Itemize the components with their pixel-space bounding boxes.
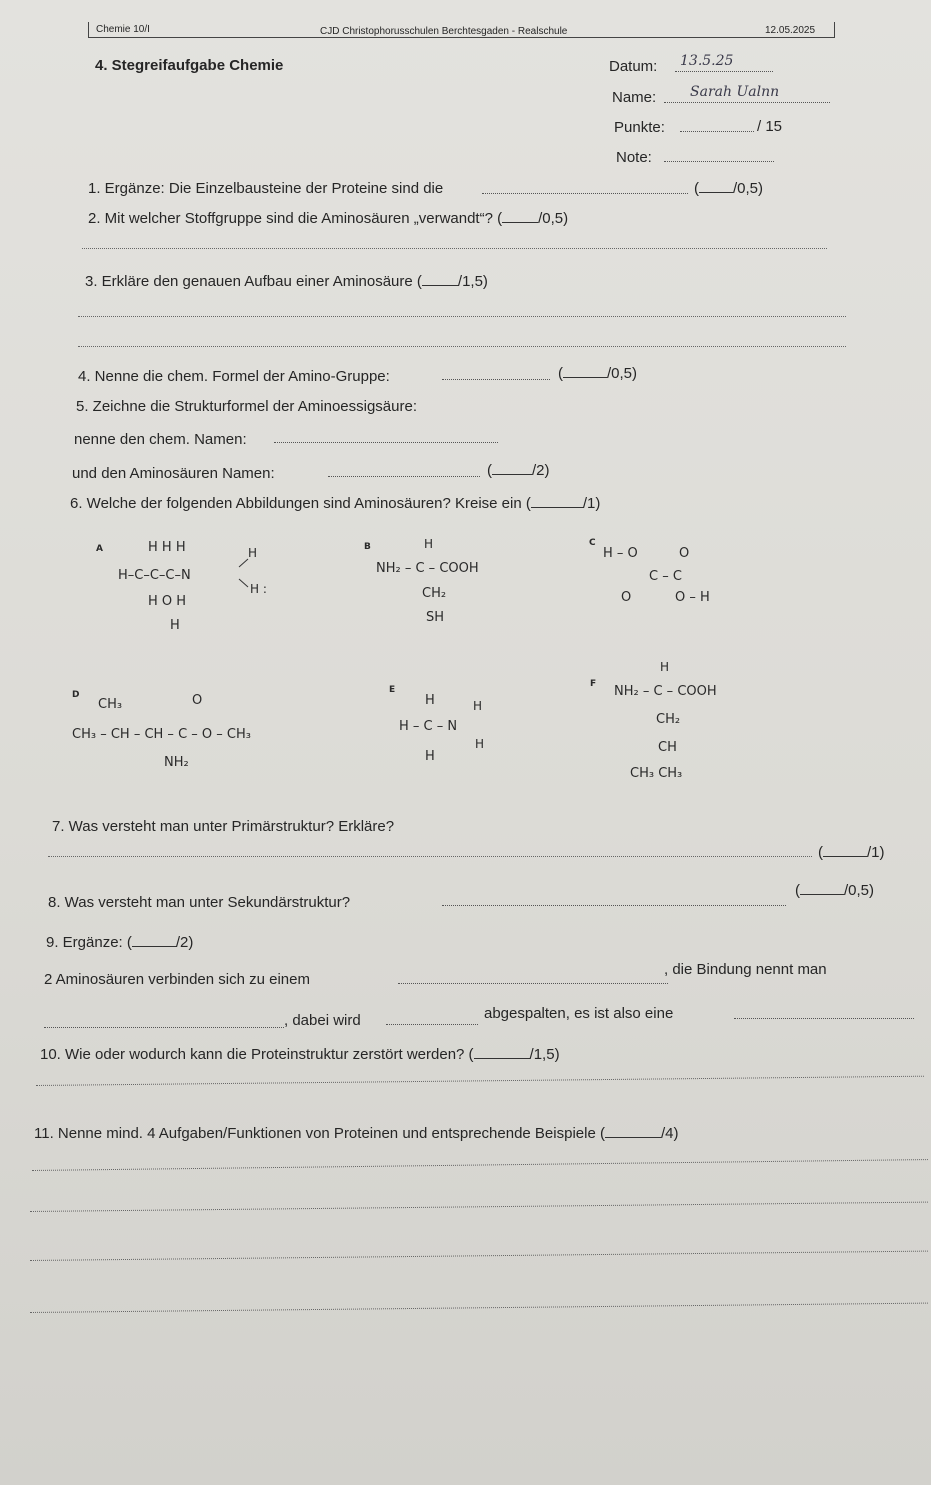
structure-b-ch2: CH₂ [422, 586, 447, 601]
points-1-blank [699, 192, 733, 193]
question-6 [70, 495, 600, 512]
structure-f-ends: CH₃ CH₃ [630, 766, 683, 781]
points-4-value: /0,5) [607, 365, 638, 382]
structure-d-main: CH₃ – CH – CH – C – O – CH₃ [72, 727, 251, 742]
structure-a-label: A [96, 544, 103, 554]
answer-line-3b[interactable] [78, 346, 846, 347]
structure-b-main: NH₂ – C – COOH [376, 561, 479, 576]
structure-f-top: H [660, 660, 670, 674]
structure-b-top: H [424, 537, 434, 551]
answer-line-3a[interactable] [78, 316, 846, 317]
structure-a-atom-h: H [170, 618, 180, 633]
answer-line-7[interactable] [48, 856, 812, 857]
answer-line-2[interactable] [82, 248, 827, 249]
structure-a-bond-2 [239, 579, 248, 587]
points-5-value: /2) [532, 462, 550, 479]
question-9-line-1b: , die Bindung nennt man [664, 961, 827, 978]
answer-line-11b[interactable] [30, 1202, 928, 1212]
points-9-blank [132, 946, 176, 947]
structure-c-label: C [589, 538, 596, 548]
datum-field[interactable] [675, 71, 773, 72]
points-8 [795, 882, 874, 899]
points-3-value: /1,5) [457, 273, 488, 290]
question-8: 8. Was versteht man unter Sekundärstruktur? [48, 894, 351, 911]
question-9-line-1a: 2 Aminosäuren verbinden sich zu einem [44, 971, 310, 988]
points-3-blank [422, 285, 458, 286]
structure-b-sh: SH [426, 610, 445, 625]
structure-e-atom-top: H [425, 693, 435, 708]
points-6-value: /1) [582, 495, 601, 512]
points-10-value: /1,5) [529, 1046, 560, 1063]
points-4 [558, 365, 637, 382]
points-8-blank [800, 894, 844, 895]
structure-c-carbons: C – C [649, 569, 682, 584]
question-6-text: 6. Welche der folgenden Abbildungen sind Aminosäuren? Kreise ein ( [70, 495, 531, 512]
points-5-blank [492, 474, 532, 475]
points-4-open: ( [558, 365, 563, 382]
note-field[interactable] [664, 161, 774, 162]
header-school: CJD Christophorusschulen Berchtesgaden - Realschule [320, 26, 568, 37]
points-1-value: /0,5) [733, 180, 764, 197]
question-9-line-2b: abgespalten, es ist also eine [484, 1005, 674, 1022]
answer-line-8[interactable] [442, 905, 786, 906]
answer-line-9a[interactable] [398, 983, 668, 984]
question-9-line-2a: , dabei wird [284, 1012, 361, 1029]
structure-e[interactable] [385, 680, 505, 770]
points-2-blank [502, 222, 538, 223]
structure-c-oxygen-bottom: O [621, 590, 632, 605]
structure-c[interactable] [585, 535, 755, 610]
name-value: Sarah Ualnn [690, 84, 780, 100]
structure-a-atoms-top: H H H [148, 540, 186, 555]
points-8-value: /0,5) [844, 882, 875, 899]
structure-e-label: E [389, 685, 396, 695]
points-9-value: /2) [175, 934, 194, 951]
structure-c-oxygen-top: O [679, 546, 690, 561]
points-7-open: ( [818, 844, 823, 861]
question-11 [34, 1125, 678, 1142]
structure-b-label: B [364, 542, 371, 552]
question-5b: und den Aminosäuren Namen: [72, 465, 275, 482]
answer-line-1[interactable] [482, 193, 688, 194]
question-2 [88, 210, 568, 227]
structure-b[interactable] [360, 535, 530, 630]
question-5: 5. Zeichne die Strukturformel der Aminoessigsäure: [76, 398, 417, 415]
points-7-blank [823, 856, 867, 857]
punkte-label: Punkte: [614, 119, 665, 136]
answer-line-5a[interactable] [274, 442, 498, 443]
points-8-open: ( [795, 882, 800, 899]
points-11-blank [605, 1137, 661, 1138]
structure-c-hydroxyl-top: H – O [603, 546, 638, 561]
structure-f-ch: CH [658, 740, 677, 755]
question-2-text: 2. Mit welcher Stoffgruppe sind die Aminosäuren „verwandt“? ( [88, 210, 503, 227]
answer-line-4[interactable] [442, 379, 550, 380]
structure-a-atom-h2: H [248, 546, 258, 560]
structure-a-bond-1 [239, 559, 248, 567]
header-rule [88, 37, 834, 38]
header-class: Chemie 10/I [96, 24, 150, 35]
points-7 [818, 844, 885, 861]
structure-f[interactable] [586, 655, 766, 785]
page-title: 4. Stegreifaufgabe Chemie [95, 57, 284, 74]
points-1 [694, 180, 763, 197]
question-3-text: 3. Erkläre den genauen Aufbau einer Aminosäure ( [85, 273, 422, 290]
points-2-value: /0,5) [538, 210, 569, 227]
structure-a-atom-h3: H : [250, 582, 267, 596]
answer-line-11a[interactable] [32, 1159, 928, 1171]
points-6-blank [531, 507, 583, 508]
answer-line-10[interactable] [36, 1076, 924, 1086]
points-7-value: /1) [867, 844, 885, 861]
datum-label: Datum: [609, 58, 658, 75]
points-4-blank [563, 377, 607, 378]
structure-a[interactable] [92, 535, 302, 635]
question-9-text: 9. Ergänze: ( [46, 934, 132, 951]
question-4: 4. Nenne die chem. Formel der Amino-Gruppe: [78, 368, 390, 385]
question-10-text: 10. Wie oder wodurch kann die Proteinstruktur zerstört werden? ( [40, 1046, 474, 1063]
points-10-blank [474, 1058, 530, 1059]
answer-line-9d[interactable] [734, 1018, 914, 1019]
structure-f-main: NH₂ – C – COOH [614, 684, 717, 699]
structure-d-label: D [72, 690, 80, 700]
structure-e-atom-h2: H [475, 737, 485, 751]
datum-value: 13.5.25 [680, 53, 734, 69]
points-5-open: ( [487, 462, 492, 479]
name-field[interactable] [664, 102, 830, 103]
structure-d[interactable] [68, 680, 318, 775]
structure-e-atom-bottom: H [425, 749, 435, 764]
structure-c-hydroxyl-bottom: O – H [675, 590, 710, 605]
structure-f-ch2: CH₂ [656, 712, 681, 727]
header-right-border [834, 22, 835, 38]
question-11-text: 11. Nenne mind. 4 Aufgaben/Funktionen von Proteinen und entsprechende Beispiele ( [34, 1125, 605, 1142]
punkte-total: / 15 [757, 118, 783, 135]
points-5 [487, 462, 550, 479]
structure-d-ch3: CH₃ [98, 697, 123, 712]
answer-line-9b[interactable] [44, 1027, 284, 1028]
points-11-value: /4) [660, 1125, 679, 1142]
note-label: Note: [616, 149, 652, 166]
structure-e-atom-h1: H [473, 699, 483, 713]
structure-d-oxygen: O [192, 693, 203, 708]
name-label: Name: [612, 89, 657, 106]
structure-d-nh2: NH₂ [164, 755, 189, 770]
structure-a-atoms-main: H–C–C–C–N [118, 568, 191, 583]
header-date: 12.05.2025 [765, 25, 816, 36]
header-left-border [88, 22, 89, 38]
question-7: 7. Was versteht man unter Primärstruktur? Erkläre? [52, 818, 395, 835]
punkte-field[interactable] [680, 131, 754, 132]
points-1-open: ( [694, 180, 699, 197]
answer-line-9c[interactable] [386, 1024, 478, 1025]
structure-a-atoms-bottom: H O H [148, 594, 187, 609]
answer-line-11c[interactable] [30, 1251, 928, 1261]
question-1: 1. Ergänze: Die Einzelbausteine der Proteine sind die [88, 180, 444, 197]
question-9 [46, 934, 193, 951]
structure-e-main: H – C – N [399, 719, 458, 734]
structure-f-label: F [590, 679, 597, 689]
question-10 [40, 1046, 560, 1063]
question-3 [85, 273, 488, 290]
answer-line-11d[interactable] [30, 1303, 928, 1313]
answer-line-5b[interactable] [328, 476, 480, 477]
question-5a: nenne den chem. Namen: [74, 431, 247, 448]
